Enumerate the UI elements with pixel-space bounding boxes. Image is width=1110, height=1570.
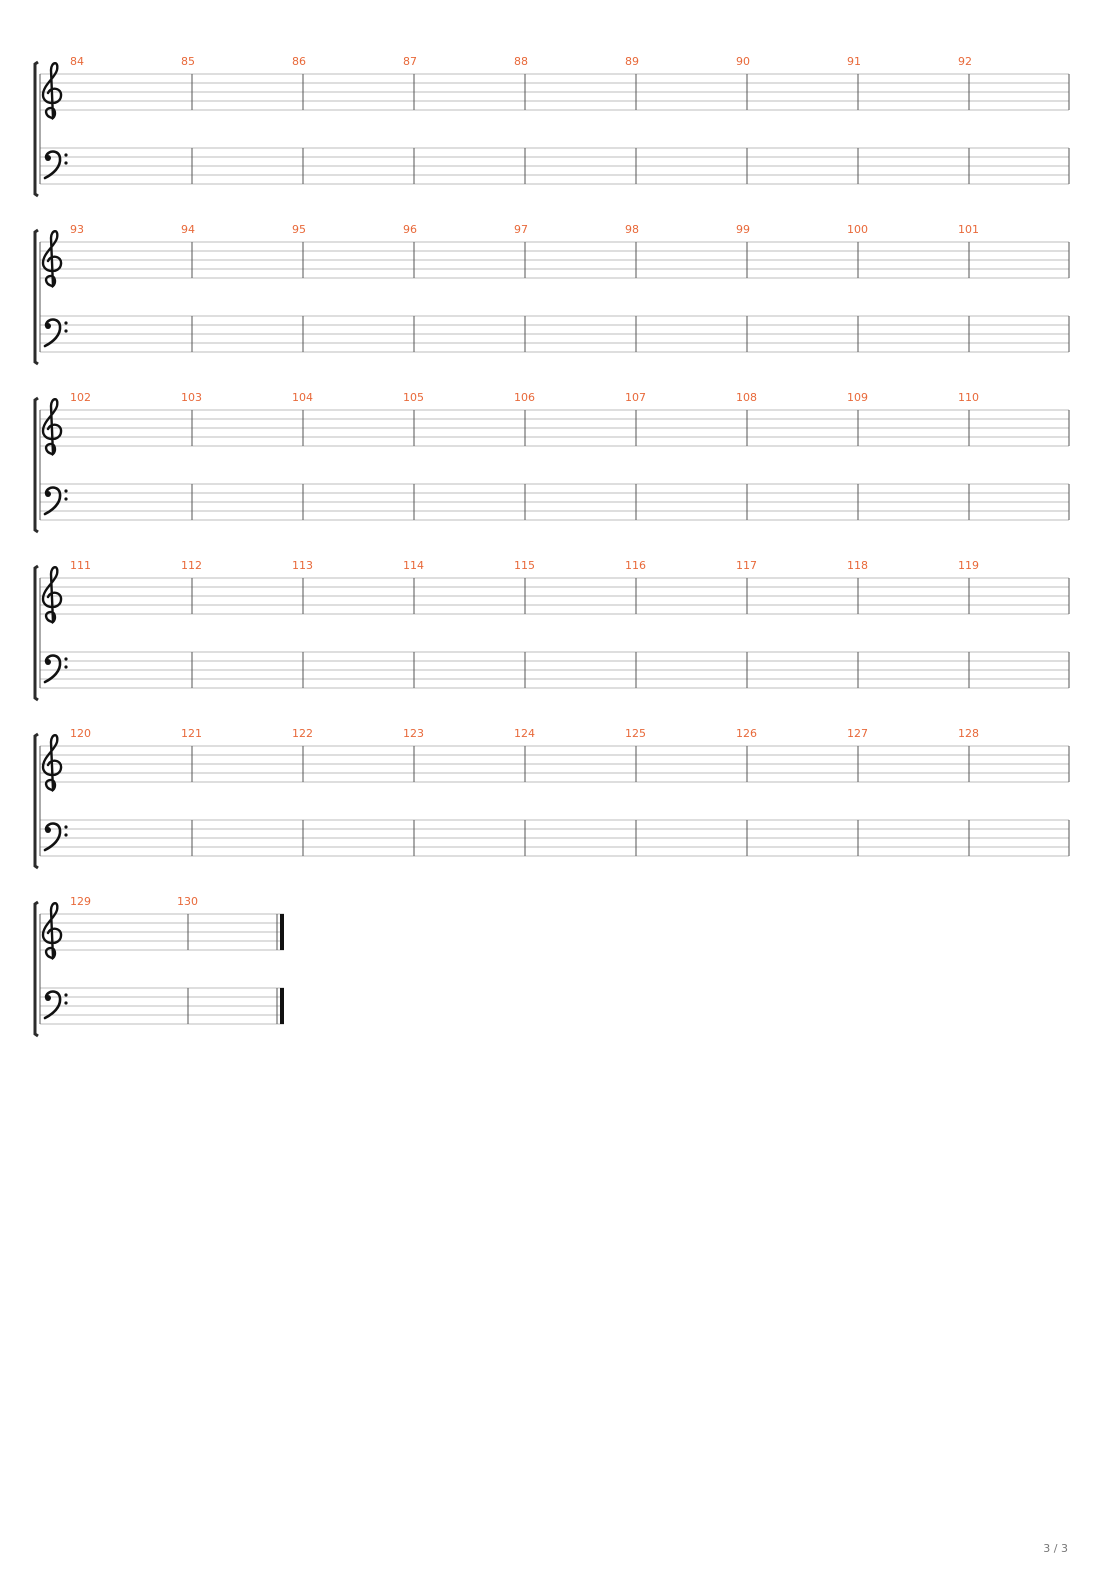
staff-system [35,727,1069,868]
bass-staff [40,316,1069,352]
measure-number: 130 [177,895,198,908]
staff-system [35,895,284,1036]
bass-clef-icon [45,824,68,851]
measure-number: 90 [736,55,750,68]
bass-staff [40,484,1069,520]
measure-number: 129 [70,895,91,908]
measure-number: 106 [514,391,535,404]
bass-clef-icon [45,152,68,179]
measure-number: 104 [292,391,313,404]
system-bracket [35,566,38,700]
measure-number: 121 [181,727,202,740]
system-bracket [35,398,38,532]
treble-staff [40,410,1069,446]
treble-staff [40,578,1069,614]
treble-staff [40,746,1069,782]
treble-staff [40,242,1069,278]
measure-number: 89 [625,55,639,68]
staff-system [35,223,1069,364]
measure-number: 112 [181,559,202,572]
measure-number: 113 [292,559,313,572]
system-bracket [35,902,38,1036]
measure-number: 111 [70,559,91,572]
bass-clef-icon [45,656,68,683]
measure-number: 128 [958,727,979,740]
measure-number: 109 [847,391,868,404]
measure-number: 93 [70,223,84,236]
measure-number: 91 [847,55,861,68]
measure-number: 92 [958,55,972,68]
measure-number: 87 [403,55,417,68]
system-bracket [35,734,38,868]
measure-number: 127 [847,727,868,740]
measure-number: 100 [847,223,868,236]
measure-number: 115 [514,559,535,572]
measure-number: 105 [403,391,424,404]
measure-number: 103 [181,391,202,404]
measure-number: 117 [736,559,757,572]
staff-system [35,55,1069,196]
system-bracket [35,230,38,364]
measure-number: 120 [70,727,91,740]
treble-staff [40,914,284,950]
measure-number: 107 [625,391,646,404]
measure-number: 116 [625,559,646,572]
bass-staff [40,988,284,1024]
measure-number: 84 [70,55,84,68]
measure-number: 85 [181,55,195,68]
system-bracket [35,62,38,196]
measure-number: 99 [736,223,750,236]
measure-number: 125 [625,727,646,740]
bass-clef-icon [45,992,68,1019]
measure-number: 96 [403,223,417,236]
bass-staff [40,148,1069,184]
staff-system [35,559,1069,700]
bass-clef-icon [45,320,68,347]
measure-number: 123 [403,727,424,740]
final-barline [280,988,284,1024]
measure-number: 122 [292,727,313,740]
measure-number: 118 [847,559,868,572]
bass-staff [40,820,1069,856]
measure-number: 95 [292,223,306,236]
measure-number: 101 [958,223,979,236]
measure-number: 97 [514,223,528,236]
measure-number: 110 [958,391,979,404]
page-number: 3 / 3 [1043,1542,1068,1555]
treble-staff [40,74,1069,110]
measure-number: 86 [292,55,306,68]
final-barline [280,914,284,950]
measure-number: 119 [958,559,979,572]
measure-number: 94 [181,223,195,236]
measure-number: 98 [625,223,639,236]
bass-staff [40,652,1069,688]
measure-number: 114 [403,559,424,572]
bass-clef-icon [45,488,68,515]
measure-number: 102 [70,391,91,404]
measure-number: 108 [736,391,757,404]
measure-number: 126 [736,727,757,740]
staff-system [35,391,1069,532]
measure-number: 124 [514,727,535,740]
measure-number: 88 [514,55,528,68]
